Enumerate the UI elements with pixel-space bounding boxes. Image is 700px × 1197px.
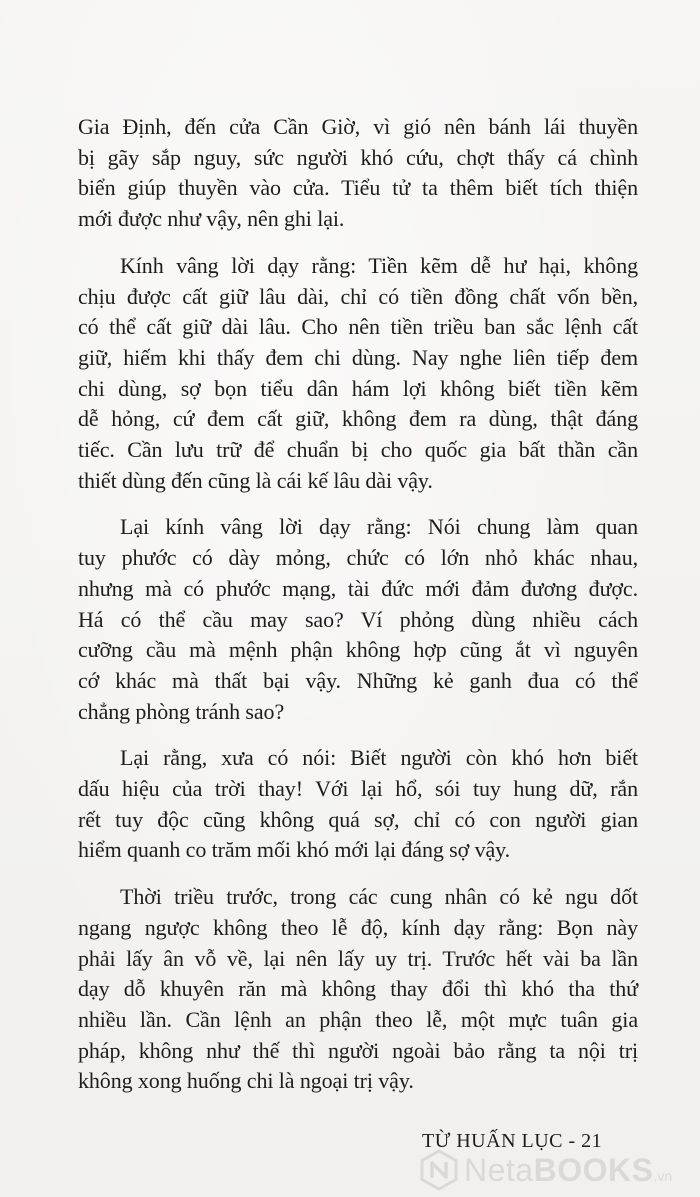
running-head: TỪ HUẤN LỤC - 21 xyxy=(422,1130,603,1152)
text-line: hiểm quanh co trăm mối khó mới lại đáng sợ vậy. xyxy=(78,837,511,863)
watermark-text-bold: BOOKS xyxy=(533,1151,654,1188)
page-body xyxy=(78,112,638,1113)
text-line: nhưng mà có phước mạng, tài đức mới đảm đương được. xyxy=(78,575,638,601)
text-line: Há có thể cầu may sao? Ví phỏng dùng nhiều cách xyxy=(78,606,638,632)
text-line: cưỡng cầu mà mệnh phận không hợp cũng ắt vì nguyên xyxy=(78,637,638,663)
text-line: cớ khác mà thất bại vậy. Những kẻ ganh đua có thể xyxy=(78,667,638,693)
text-line: không xong huống chi là ngoại trị vậy. xyxy=(78,1068,414,1094)
text-line: bị gãy sắp nguy, sức người khó cứu, chợt thấy cá chình xyxy=(78,144,638,170)
text-line: mới được như vậy, nên ghi lại. xyxy=(78,206,345,232)
text-line: dấu hiệu của trời thay! Với lại hổ, sói tuy hung dữ, rắn xyxy=(78,776,638,802)
paragraph xyxy=(78,743,638,866)
text-line: Thời triều trước, trong các cung nhân có kẻ ngu dốt xyxy=(120,884,638,910)
text-line: Kính vâng lời dạy rằng: Tiền kẽm dễ hư hại, không xyxy=(120,252,638,278)
netabooks-logo-icon xyxy=(418,1149,460,1191)
text-line: phải lấy ân vỗ về, lại nên lấy uy trị. Trước hết vài ba lần xyxy=(78,945,638,971)
paragraph xyxy=(78,251,638,497)
watermark-text xyxy=(464,1152,653,1189)
text-line: nhiều lần. Cần lệnh an phận theo lễ, một mực tuân gia xyxy=(78,1006,638,1032)
text-line: có thể cất giữ dài lâu. Cho nên tiền triều ban sắc lệnh cất xyxy=(78,314,638,340)
watermark-suffix: .vn xyxy=(653,1168,673,1184)
watermark-text-light: Neta xyxy=(464,1151,534,1188)
text-line: dạy dỗ khuyên răn mà không thay đổi thì khó tha thứ xyxy=(78,976,638,1002)
text-line: rết tuy độc cũng không quá sợ, chỉ có con người gian xyxy=(78,806,638,832)
watermark xyxy=(418,1148,672,1192)
paragraph xyxy=(78,112,638,235)
text-line: ngang ngược không theo lễ độ, kính dạy rằng: Bọn này xyxy=(78,914,638,940)
text-line: dễ hỏng, cứ đem cất giữ, không đem ra dùng, thật đáng xyxy=(78,406,638,432)
text-line: chẳng phòng tránh sao? xyxy=(78,698,285,724)
text-line: thiết dùng đến cũng là cái kế lâu dài vậy. xyxy=(78,467,433,493)
text-line: tiếc. Cần lưu trữ để chuẩn bị cho quốc gia bất thần cần xyxy=(78,437,638,463)
text-line: Gia Định, đến cửa Cần Giờ, vì gió nên bánh lái thuyền xyxy=(78,114,638,139)
text-line: Lại kính vâng lời dạy rằng: Nói chung làm quan xyxy=(120,514,638,540)
text-line: pháp, không như thế thì người ngoài bảo rằng ta nội trị xyxy=(78,1037,638,1063)
paragraph xyxy=(78,512,638,727)
paragraph xyxy=(78,882,638,1097)
text-line: tuy phước có dày mỏng, chức có lớn nhỏ khác nhau, xyxy=(78,545,638,571)
text-line: chịu được cất giữ lâu dài, chỉ có tiền đồng chất vốn bền, xyxy=(78,283,638,309)
text-line: Lại rằng, xưa có nói: Biết người còn khó hơn biết xyxy=(120,745,638,771)
text-line: chi dùng, sợ bọn tiểu dân hám lợi không biết tiền kẽm xyxy=(78,375,638,401)
text-line: giữ, hiếm khi thấy đem chi dùng. Nay nghe liên tiếp đem xyxy=(78,344,638,370)
text-line: biển giúp thuyền vào cửa. Tiểu tử ta thêm biết tích thiện xyxy=(78,175,638,201)
